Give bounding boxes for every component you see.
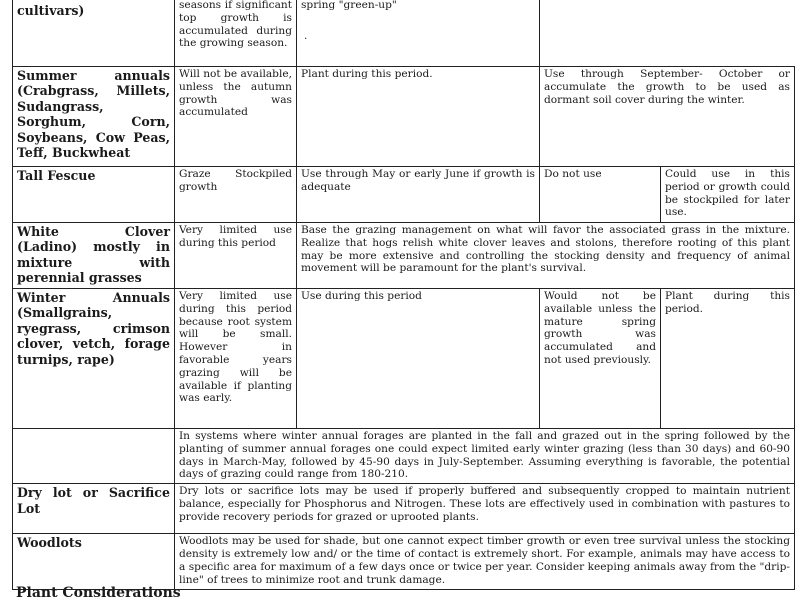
fall-cell: Could use in this period or growth could be stockpiled for later use.: [661, 167, 795, 223]
management-note-cell: Base the grazing management on what will favor the associated grass in the mixture. Realize that hogs relish white clover leaves and stolons, therefore rooting of this plant may be more extensive and controlling the stocking density and frequency of animal movement will be paramount for the plant's survival.: [297, 223, 795, 289]
plant-name-cell: Summer annuals (Crabgrass, Millets, Sudangrass, Sorghum, Corn, Soybeans, Cow Peas, Teff, Buckwheat: [13, 67, 175, 167]
dry-lot-description: Dry lots or sacrifice lots may be used if properly buffered and subsequently cropped to maintain nutrient balance, especially for Phosphorus and Nitrogen. These lots are effectively used in combination with pastures to provide recovery periods for grazed or uprooted plants.: [175, 484, 795, 534]
table-row-white-clover: [13, 223, 795, 289]
fall-winter-cell: Will not be available, unless the autumn growth was accumulated: [175, 67, 297, 167]
plant-name-cell: Dry lot or Sacrifice Lot: [13, 484, 175, 534]
table-row-tall-fescue: [13, 167, 795, 223]
empty-name-cell: [13, 429, 175, 484]
table-row-grazing-note: [13, 429, 795, 484]
table-row-winter-annuals: [13, 289, 795, 429]
spring-cell: Plant during this period.: [297, 67, 540, 167]
plant-name-cell: White Clover (Ladino) mostly in mixture with perennial grasses: [13, 223, 175, 289]
summer-cell: Do not use: [540, 167, 661, 223]
section-heading: Plant Considerations: [16, 585, 181, 601]
spring-cell: Use through May or early June if growth is adequate: [297, 167, 540, 223]
fall-cell: Plant during this period.: [661, 289, 795, 429]
table-row-summer-annuals: [13, 67, 795, 167]
fall-winter-cell: Graze Stockpiled growth: [175, 167, 297, 223]
plant-name-cell: Tall Fescue: [13, 167, 175, 223]
table-row-dry-lot: [13, 484, 795, 534]
woodlots-description: Woodlots may be used for shade, but one cannot expect timber growth or even tree survival unless the stocking density is extremely low and/ or the time of contact is extremely short. For example, animals may have access to a specific area for maximum of a few days once or twice per year. Consider keeping animals away from the "drip-line" of trees to minimize root and trunk damage.: [175, 534, 795, 590]
table-row-cultivars: [13, 0, 795, 67]
plant-name-cell: Winter Annuals (Smallgrains, ryegrass, crimson clover, vetch, forage turnips, rape): [13, 289, 175, 429]
plant-name-cell: cultivars): [13, 0, 175, 67]
forage-grazing-table: [12, 0, 795, 590]
fall-winter-cell: Very limited use during this period: [175, 223, 297, 289]
spring-cell-text: spring "green-up": [301, 0, 397, 11]
summer-cell: Use through September- October or accumulate the growth to be used as dormant soil cover during the winter.: [540, 67, 795, 167]
fall-winter-cell: seasons if significant top growth is accumulated during the growing season.: [175, 0, 297, 67]
table-row-woodlots: [13, 534, 795, 590]
plant-name-cell: Woodlots: [13, 534, 175, 590]
stray-mark: .: [304, 29, 308, 42]
fall-winter-cell: Very limited use during this period because root system will be small. However in favorable years grazing will be available if planting was early.: [175, 289, 297, 429]
grazing-days-note: In systems where winter annual forages are planted in the fall and grazed out in the spring followed by the planting of summer annual forages one could expect limited early winter grazing (less than 30 days) and 60-90 days in March-May, followed by 45-90 days in July-September. Assuming everything is favorable, the potential days of grazing could range from 180-210.: [175, 429, 795, 484]
spring-cell: Use during this period: [297, 289, 540, 429]
summer-cell: Would not be available unless the mature spring growth was accumulated and not used previously.: [540, 289, 661, 429]
